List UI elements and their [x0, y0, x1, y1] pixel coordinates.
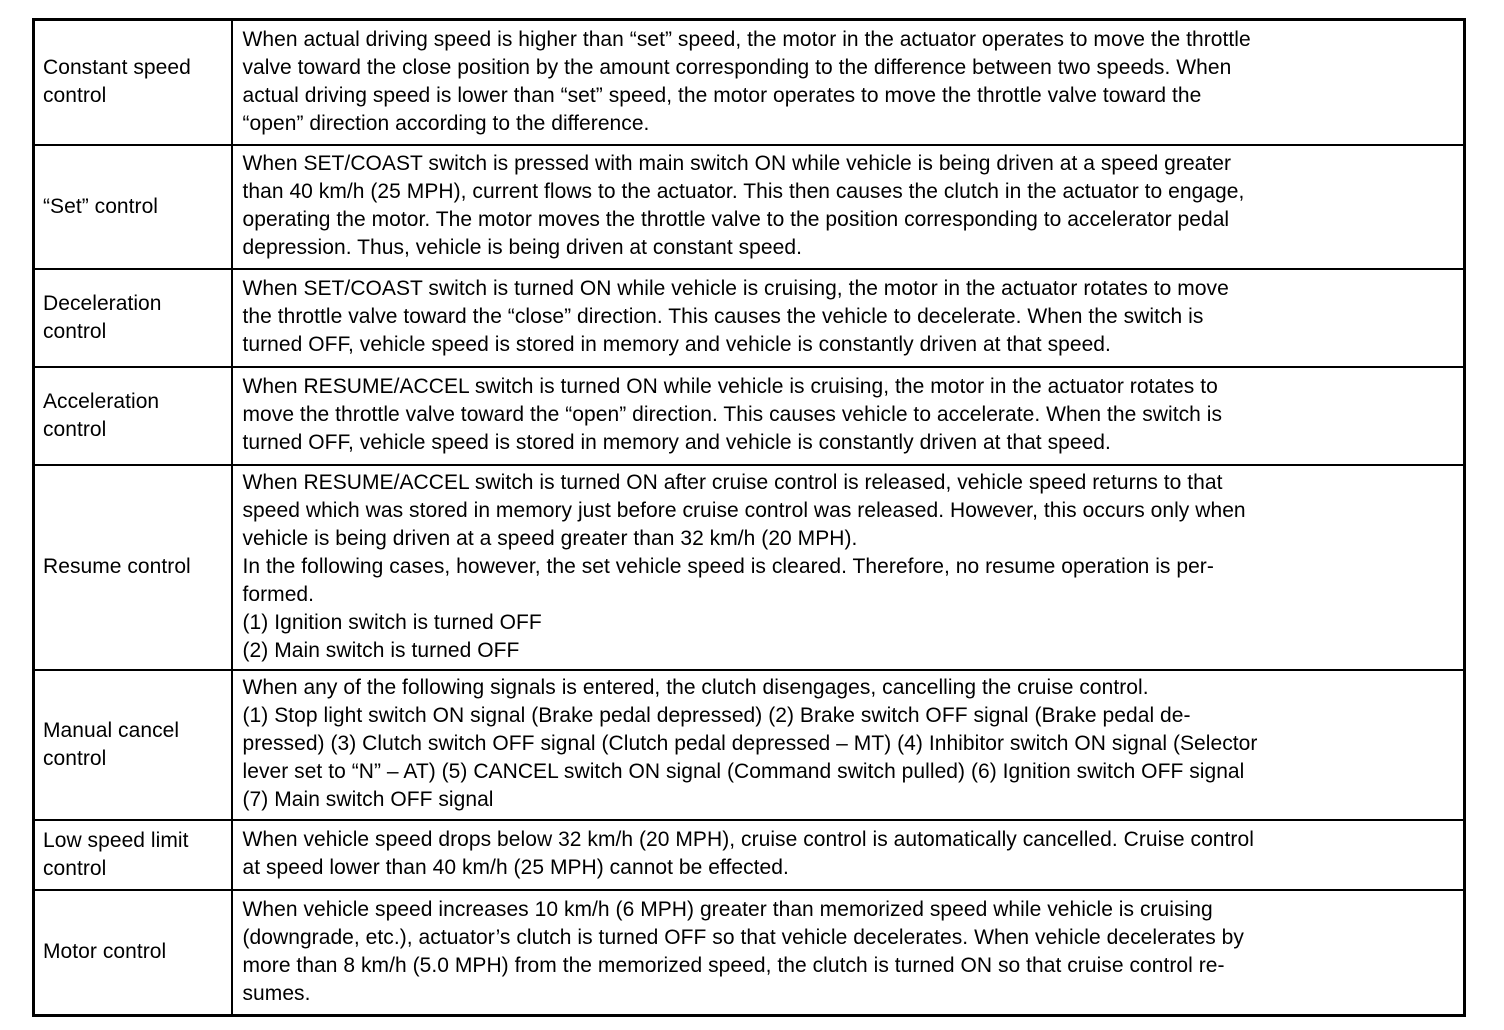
label-line: Deceleration: [43, 291, 162, 315]
label-line: “Set” control: [43, 194, 159, 218]
description-line: the throttle valve toward the “close” direction. This causes the vehicle to decelerate. When the switch is: [242, 305, 1204, 328]
row-description: [232, 269, 1465, 367]
description-line: (7) Main switch OFF signal: [242, 788, 494, 811]
label-line: control: [43, 417, 107, 441]
description-line: turned OFF, vehicle speed is stored in memory and vehicle is constantly driven at that speed.: [242, 431, 1111, 454]
row-label: [34, 145, 232, 269]
description-line: (downgrade, etc.), actuator’s clutch is turned OFF so that vehicle decelerates. When vehicle decelerates by: [242, 925, 1244, 949]
label-line: control: [43, 746, 107, 770]
label-line: Acceleration: [43, 389, 160, 413]
description-line: (2) Main switch is turned OFF: [242, 638, 520, 662]
table-row: [34, 820, 1465, 890]
description-line: speed which was stored in memory just before cruise control was released. However, this occurs only when: [242, 498, 1246, 522]
description-line: When RESUME/ACCEL switch is turned ON after cruise control is released, vehicle speed returns to that: [242, 470, 1223, 494]
table-row: [34, 670, 1465, 820]
description-line: valve toward the close position by the amount corresponding to the difference between two speeds. When: [242, 55, 1232, 79]
description-line: turned OFF, vehicle speed is stored in memory and vehicle is constantly driven at that speed.: [242, 333, 1111, 356]
table-row: [34, 20, 1465, 145]
row-description: [232, 890, 1465, 1016]
label-line: control: [43, 84, 107, 108]
row-label: [34, 670, 232, 820]
description-line: formed.: [242, 582, 315, 606]
description-line: actual driving speed is lower than “set” speed, the motor operates to move the throttle valve toward the: [242, 83, 1202, 107]
label-line: Constant speed: [43, 56, 191, 80]
table-row: [34, 465, 1465, 670]
description-line: When RESUME/ACCEL switch is turned ON while vehicle is cruising, the motor in the actuator rotates to: [242, 375, 1218, 398]
row-label: [34, 465, 232, 670]
description-line: sumes.: [242, 981, 311, 1005]
description-line: In the following cases, however, the set vehicle speed is cleared. Therefore, no resume operation is per-: [242, 554, 1214, 578]
row-label: [34, 820, 232, 890]
table-row: [34, 890, 1465, 1016]
description-line: than 40 km/h (25 MPH), current flows to the actuator. This then causes the clutch in the actuator to engage,: [242, 180, 1245, 203]
label-line: Low speed limit: [43, 828, 189, 852]
description-line: When SET/COAST switch is pressed with main switch ON while vehicle is being driven at a speed greater: [242, 152, 1232, 175]
row-label: [34, 890, 232, 1016]
label-line: control: [43, 319, 107, 343]
description-line: operating the motor. The motor moves the throttle valve to the position corresponding to accelerator pedal: [242, 208, 1230, 231]
label-line: control: [43, 856, 107, 880]
description-line: (1) Stop light switch ON signal (Brake pedal depressed) (2) Brake switch OFF signal (Brake pedal de-: [242, 704, 1191, 727]
description-line: When any of the following signals is entered, the clutch disengages, cancelling the cruise control.: [242, 676, 1149, 699]
row-description: [232, 820, 1465, 890]
label-line: Motor control: [43, 940, 167, 964]
row-description: [232, 465, 1465, 670]
cruise-control-function-table: [32, 18, 1466, 1017]
row-description: [232, 145, 1465, 269]
label-line: Resume control: [43, 555, 191, 578]
cruise-control-table-sheet: [32, 18, 1466, 1017]
description-line: pressed) (3) Clutch switch OFF signal (Clutch pedal depressed – MT) (4) Inhibitor switch ON signal (Selector: [242, 732, 1258, 755]
description-line: move the throttle valve toward the “open” direction. This causes vehicle to accelerate. When the switch is: [242, 403, 1223, 426]
row-label: [34, 269, 232, 367]
description-line: depression. Thus, vehicle is being driven at constant speed.: [242, 236, 802, 259]
table-row: [34, 367, 1465, 465]
description-line: vehicle is being driven at a speed greater than 32 km/h (20 MPH).: [242, 526, 858, 550]
description-line: When SET/COAST switch is turned ON while vehicle is cruising, the motor in the actuator rotates to move: [242, 277, 1229, 300]
description-line: at speed lower than 40 km/h (25 MPH) cannot be effected.: [242, 856, 789, 879]
row-description: [232, 20, 1465, 145]
row-label: [34, 20, 232, 145]
row-label: [34, 367, 232, 465]
description-line: lever set to “N” – AT) (5) CANCEL switch ON signal (Command switch pulled) (6) Ignition switch OFF signal: [242, 760, 1245, 783]
label-line: Manual cancel: [43, 718, 180, 742]
description-line: When vehicle speed drops below 32 km/h (20 MPH), cruise control is automatically cancelled. Cruise control: [242, 828, 1254, 851]
description-line: more than 8 km/h (5.0 MPH) from the memorized speed, the clutch is turned ON so that cruise control re-: [242, 953, 1225, 977]
row-description: [232, 367, 1465, 465]
description-line: “open” direction according to the difference.: [242, 111, 650, 135]
description-line: (1) Ignition switch is turned OFF: [242, 610, 542, 634]
table-row: [34, 269, 1465, 367]
row-description: [232, 670, 1465, 820]
description-line: When vehicle speed increases 10 km/h (6 MPH) greater than memorized speed while vehicle is cruising: [242, 897, 1213, 921]
description-line: When actual driving speed is higher than “set” speed, the motor in the actuator operates to move the throttle: [242, 27, 1251, 51]
table-row: [34, 145, 1465, 269]
